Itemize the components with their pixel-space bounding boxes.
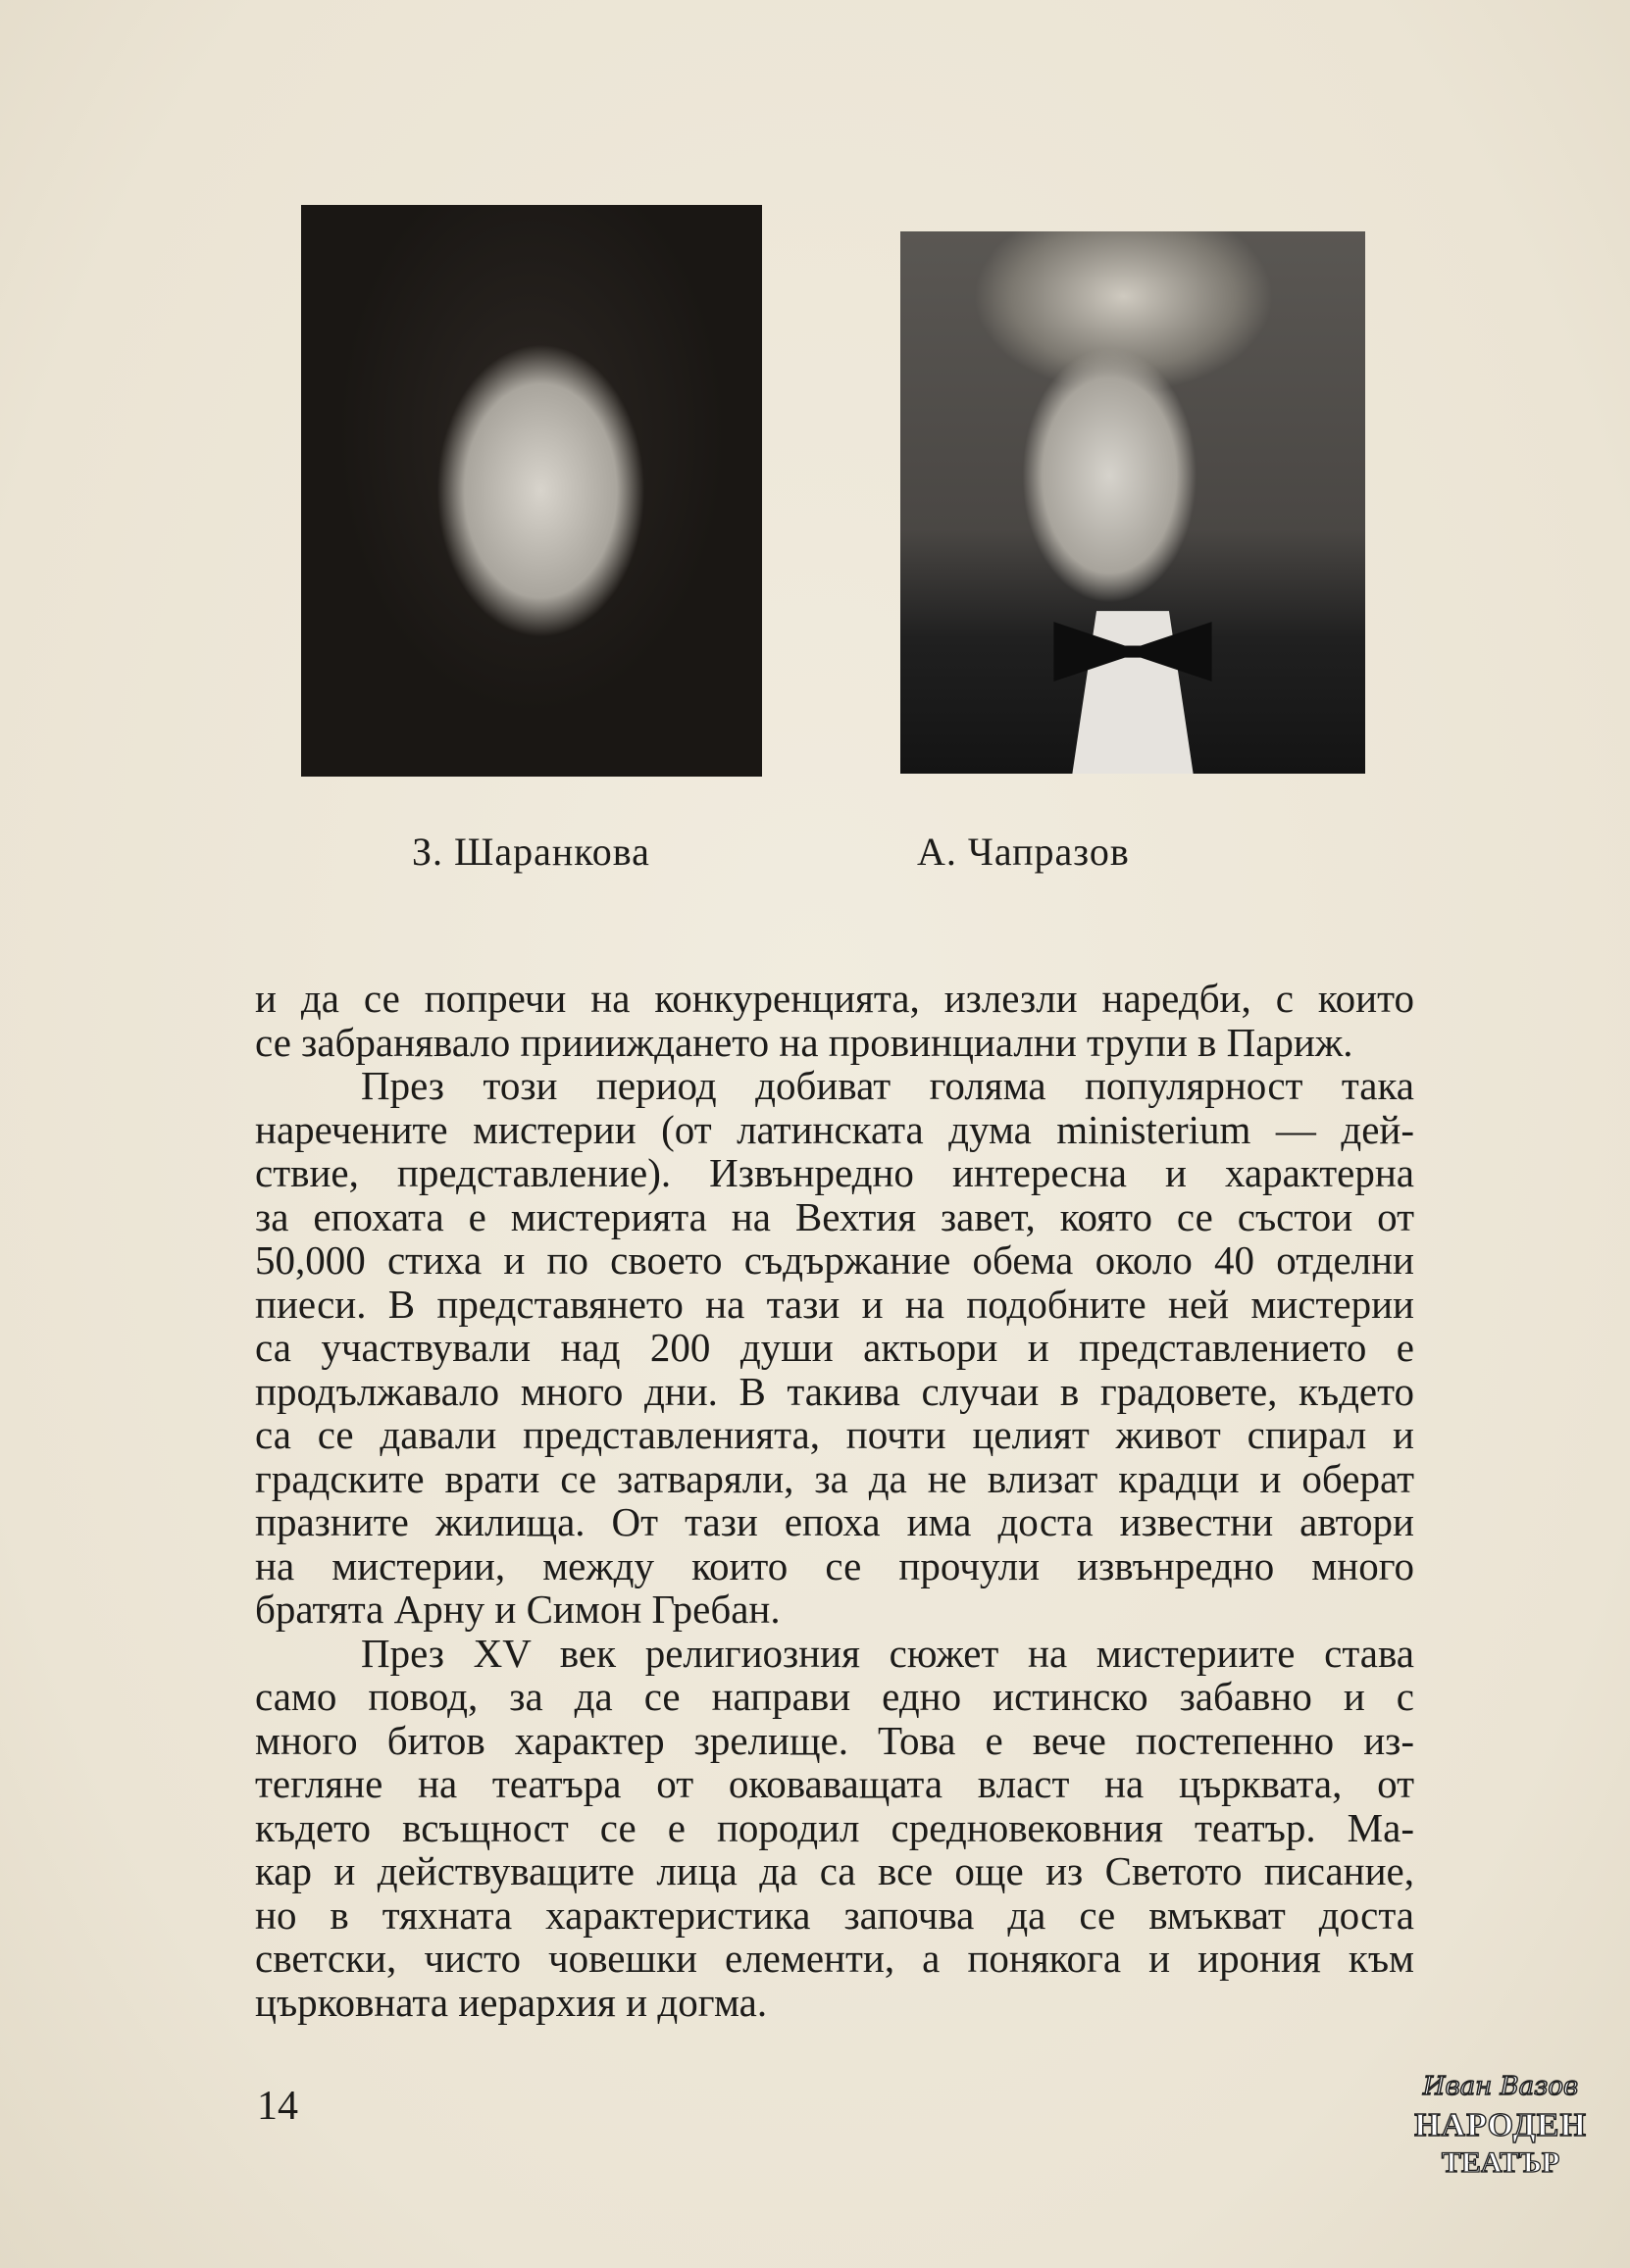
logo-line1: НАРОДЕН (1414, 2107, 1587, 2143)
text-line: градските врати се затваряли, за да не влизат крадци и оберат (255, 1455, 1414, 1501)
page-number: 14 (257, 2084, 298, 2129)
text-line: но в тяхната характеристика започва да се вмъкват доста (255, 1891, 1414, 1938)
text-line: През този период добиват голяма популярност така (361, 1063, 1414, 1108)
text-line: и да се попречи на конкуренцията, излезли наредби, с които (255, 976, 1414, 1021)
logo-line2: ТЕАТЪР (1441, 2146, 1560, 2179)
text-line: наречените мистерии (от латинската дума ministerium — дей- (255, 1106, 1414, 1152)
logo-script: Иван Вазов (1422, 2072, 1579, 2101)
text-line: само повод, за да се направи едно истинско забавно и с (255, 1674, 1414, 1719)
text-line: светски, чисто човешки елементи, а понякога и ирония към (255, 1936, 1414, 1981)
text-line: продължавало много дни. В такива случаи в градовете, където (255, 1368, 1414, 1414)
text-line: се забранявало приииждането на провинциални трупи в Париж. (255, 1019, 1353, 1065)
portrait-photo-sharankova (301, 205, 762, 777)
text-line: са участвували над 200 души актьори и представлението е (255, 1325, 1414, 1370)
text-line: През XV век религиозния сюжет на мистериите става (361, 1630, 1414, 1676)
text-line: много битов характер зрелище. Това е вече постепенно из- (255, 1717, 1414, 1763)
text-line: за епохата е мистерията на Вехтия завет, която се състои от (255, 1193, 1414, 1239)
text-line: братята Арну и Симон Гребан. (255, 1587, 781, 1632)
text-line: тегляне на театъра от оковаващата власт на църквата, от (255, 1761, 1414, 1806)
text-line: са се давали представленията, почти целият живот спирал и (255, 1412, 1414, 1457)
body-text (255, 977, 1414, 2024)
photo-caption: З. Шаранкова (412, 830, 650, 874)
text-line: ствие, представление). Извънредно интересна и характерна (255, 1150, 1414, 1195)
text-line: 50,000 стиха и по своето съдържание обема около 40 отделни (255, 1237, 1414, 1283)
national-theatre-logo (1412, 2067, 1589, 2181)
text-line: на мистерии, между които се прочули извънредно много (255, 1542, 1414, 1588)
text-line: кар и действуващите лица да са все още из Светото писание, (255, 1848, 1414, 1893)
text-line: където всъщност се е породил средновековния театър. Ма- (255, 1804, 1414, 1850)
text-line: празните жилища. От тази епоха има доста известни автори (255, 1499, 1414, 1544)
photo-caption: А. Чапразов (917, 830, 1130, 874)
text-line: пиеси. В представянето на тази и на подобните ней мистерии (255, 1281, 1414, 1327)
text-line: църковната иерархия и догма. (255, 1979, 768, 2025)
portrait-photo-chaprazov (900, 231, 1365, 774)
